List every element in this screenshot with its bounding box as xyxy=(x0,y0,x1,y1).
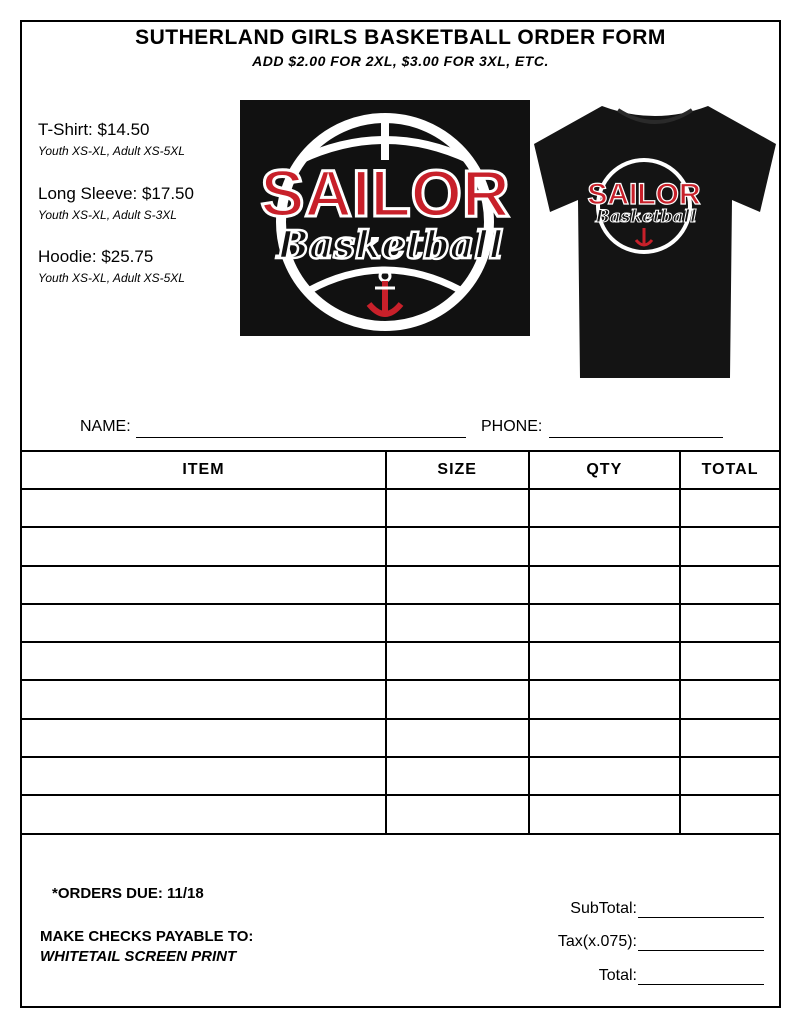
logo-word-basketball: Basketball xyxy=(276,222,504,267)
tax-label: Tax(x.075): xyxy=(557,933,637,950)
col-header-size: SIZE xyxy=(386,451,529,489)
table-row xyxy=(21,642,780,680)
name-label: NAME: xyxy=(80,418,131,435)
size-cell[interactable] xyxy=(386,757,529,795)
total-field[interactable] xyxy=(638,984,764,985)
total-cell[interactable] xyxy=(680,604,780,642)
size-cell[interactable] xyxy=(386,527,529,565)
total-cell[interactable] xyxy=(680,680,780,718)
phone-field[interactable] xyxy=(549,437,723,438)
product-longsleeve-price: Long Sleeve: $17.50 xyxy=(38,184,194,203)
size-cell[interactable] xyxy=(386,604,529,642)
col-header-total: TOTAL xyxy=(680,451,780,489)
item-cell[interactable] xyxy=(21,719,386,757)
payable-label: MAKE CHECKS PAYABLE TO: xyxy=(40,928,254,945)
form-title: SUTHERLAND GIRLS BASKETBALL ORDER FORM xyxy=(135,26,666,49)
table-row xyxy=(21,719,780,757)
size-cell[interactable] xyxy=(386,680,529,718)
item-cell[interactable] xyxy=(21,489,386,527)
size-cell[interactable] xyxy=(386,489,529,527)
item-cell[interactable] xyxy=(21,757,386,795)
item-cell[interactable] xyxy=(21,527,386,565)
anchor-icon xyxy=(369,271,401,316)
name-field[interactable] xyxy=(136,437,466,438)
item-cell[interactable] xyxy=(21,642,386,680)
size-cell[interactable] xyxy=(386,719,529,757)
sailor-basketball-logo xyxy=(240,100,530,336)
total-label: Total: xyxy=(598,967,637,984)
size-cell[interactable] xyxy=(386,566,529,604)
table-row xyxy=(21,489,780,527)
item-cell[interactable] xyxy=(21,795,386,833)
col-header-item: ITEM xyxy=(21,451,386,489)
qty-cell[interactable] xyxy=(529,757,681,795)
table-row xyxy=(21,680,780,718)
table-row xyxy=(21,604,780,642)
shirt-logo-word-basketball: Basketball xyxy=(595,207,697,227)
product-tshirt-price: T-Shirt: $14.50 xyxy=(38,120,150,139)
product-longsleeve-sizes: Youth XS-XL, Adult S-3XL xyxy=(38,208,177,222)
table-row xyxy=(21,566,780,604)
phone-label: PHONE: xyxy=(481,418,543,435)
total-cell[interactable] xyxy=(680,489,780,527)
subtotal-label: SubTotal: xyxy=(570,900,637,917)
qty-cell[interactable] xyxy=(529,680,681,718)
size-cell[interactable] xyxy=(386,795,529,833)
table-row xyxy=(21,757,780,795)
qty-cell[interactable] xyxy=(529,604,681,642)
shirt-logo-word-sailor: SAILOR xyxy=(587,178,701,211)
table-row xyxy=(21,795,780,833)
qty-cell[interactable] xyxy=(529,642,681,680)
logo-word-sailor: SAILOR xyxy=(260,156,510,230)
orders-due-note: *ORDERS DUE: 11/18 xyxy=(52,885,204,902)
qty-cell[interactable] xyxy=(529,489,681,527)
tax-field[interactable] xyxy=(638,950,764,951)
tshirt-mockup-image xyxy=(532,104,778,380)
item-cell[interactable] xyxy=(21,566,386,604)
product-hoodie-price: Hoodie: $25.75 xyxy=(38,247,154,266)
form-subtitle: ADD $2.00 FOR 2XL, $3.00 FOR 3XL, ETC. xyxy=(252,53,549,69)
order-table xyxy=(20,450,781,835)
col-header-qty: QTY xyxy=(529,451,681,489)
product-hoodie-sizes: Youth XS-XL, Adult XS-5XL xyxy=(38,271,185,285)
item-cell[interactable] xyxy=(21,680,386,718)
total-cell[interactable] xyxy=(680,527,780,565)
size-cell[interactable] xyxy=(386,642,529,680)
qty-cell[interactable] xyxy=(529,719,681,757)
total-cell[interactable] xyxy=(680,719,780,757)
item-cell[interactable] xyxy=(21,604,386,642)
total-cell[interactable] xyxy=(680,795,780,833)
qty-cell[interactable] xyxy=(529,527,681,565)
total-cell[interactable] xyxy=(680,757,780,795)
total-cell[interactable] xyxy=(680,566,780,604)
product-tshirt-sizes: Youth XS-XL, Adult XS-5XL xyxy=(38,144,185,158)
subtotal-field[interactable] xyxy=(638,917,764,918)
payee-name: WHITETAIL SCREEN PRINT xyxy=(40,948,237,965)
total-cell[interactable] xyxy=(680,642,780,680)
qty-cell[interactable] xyxy=(529,566,681,604)
qty-cell[interactable] xyxy=(529,795,681,833)
table-row xyxy=(21,527,780,565)
order-table-header xyxy=(21,451,780,489)
